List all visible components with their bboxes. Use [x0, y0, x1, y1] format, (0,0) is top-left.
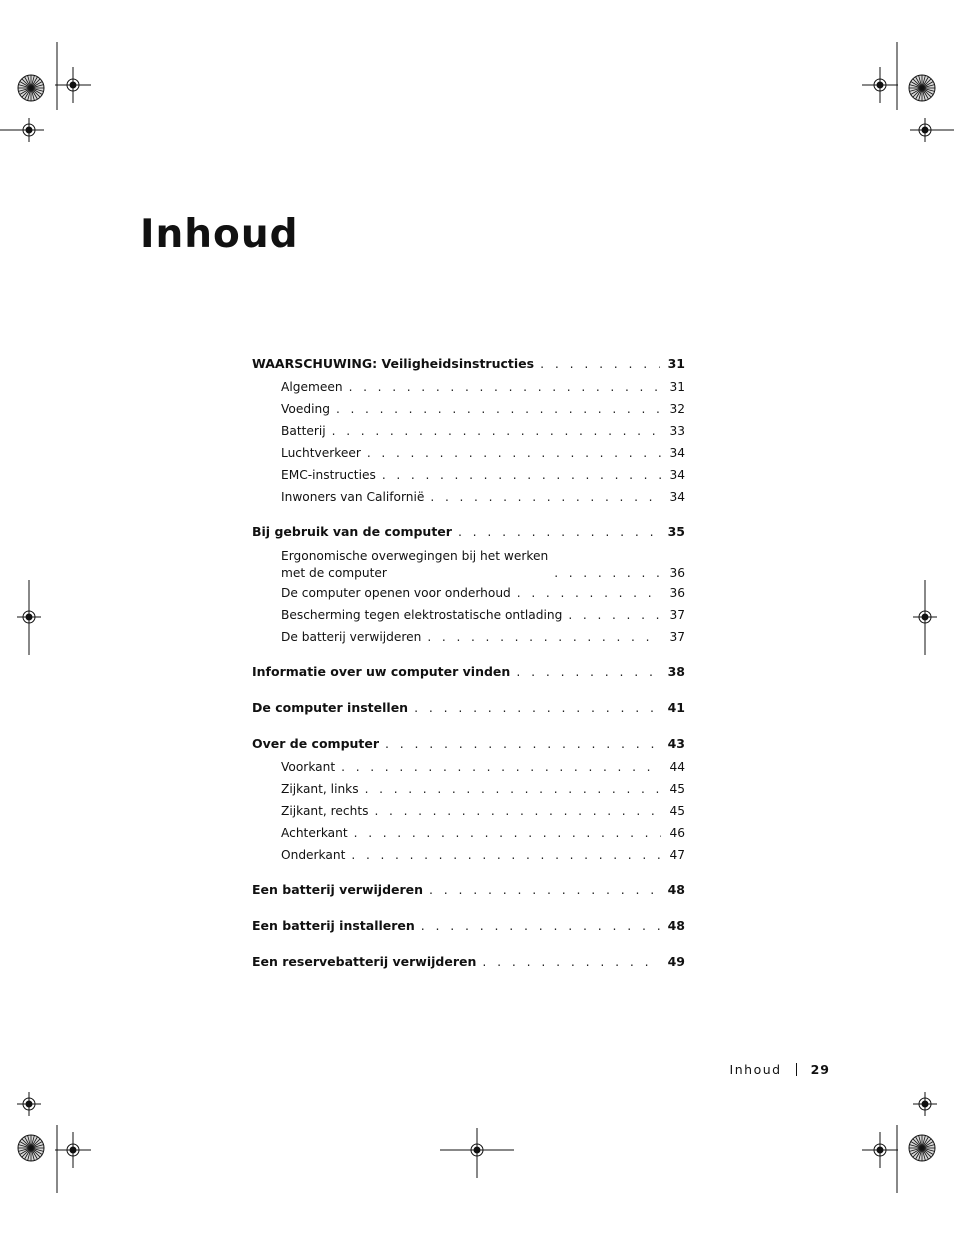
dot-leader	[482, 950, 659, 974]
toc-subentry-label: Zijkant, rechts	[281, 804, 369, 818]
toc-subentry[interactable]	[252, 486, 685, 508]
toc-subentry-page: 32	[669, 402, 685, 416]
dot-leader	[367, 442, 661, 464]
toc-entry-label: Een reservebatterij verwijderen	[252, 954, 477, 969]
registration-mark-dot	[877, 1147, 883, 1153]
toc-entry-page: 43	[667, 736, 685, 751]
toc-subentry[interactable]	[252, 844, 685, 866]
toc-subentry-label: Algemeen	[281, 380, 343, 394]
toc-subentry-label: Voeding	[281, 402, 330, 416]
toc-entry[interactable]	[252, 696, 685, 720]
toc-subentry-page: 37	[669, 608, 685, 622]
toc-entry-label: Een batterij installeren	[252, 918, 415, 933]
toc-entry[interactable]	[252, 914, 685, 938]
footer-divider	[796, 1063, 797, 1076]
toc-subentry[interactable]	[252, 604, 685, 626]
toc-subentry-label: Inwoners van Californië	[281, 490, 425, 504]
toc-subentry-page: 46	[669, 826, 685, 840]
dot-leader	[349, 376, 661, 398]
toc-subentry-label	[281, 548, 548, 582]
toc-subentry-page: 36	[669, 566, 685, 580]
registration-mark-dot	[70, 82, 76, 88]
toc-subentry-label-line1: Ergonomische overwegingen bij het werken	[281, 549, 549, 563]
toc-entry-label: Over de computer	[252, 736, 380, 751]
toc-section-reserve-battery	[252, 950, 685, 974]
footer-section-name: Inhoud	[729, 1062, 782, 1077]
toc-subentry-page: 47	[669, 848, 685, 862]
toc-subentry[interactable]	[252, 442, 685, 464]
toc-section-usage	[252, 520, 685, 648]
toc-entry[interactable]	[252, 520, 685, 544]
dot-leader	[382, 464, 661, 486]
toc-section-remove-battery	[252, 878, 685, 902]
toc-subentry-page: 37	[669, 630, 685, 644]
toc-entry-page: 48	[667, 882, 685, 897]
toc-entry-label: Een batterij verwijderen	[252, 882, 424, 897]
registration-mark-dot	[26, 1101, 32, 1107]
dot-leader	[341, 756, 661, 778]
toc-subentry-page: 45	[669, 782, 685, 796]
toc-section-safety	[252, 352, 685, 508]
dot-leader	[365, 778, 661, 800]
toc-section-info	[252, 660, 685, 684]
dot-leader	[421, 914, 660, 938]
toc-subentry-label-line2: met de computer	[281, 566, 387, 580]
dot-leader	[568, 604, 661, 626]
toc-section-install-battery	[252, 914, 685, 938]
toc-subentry-label: Zijkant, links	[281, 782, 359, 796]
toc-subentry-label: Voorkant	[281, 760, 336, 774]
page-title: Inhoud	[140, 212, 299, 257]
dot-leader	[354, 822, 661, 844]
toc-entry-label: WAARSCHUWING: Veiligheidsinstructies	[252, 356, 535, 371]
toc-section-about	[252, 732, 685, 866]
toc-entry-page: 38	[667, 664, 685, 679]
table-of-contents	[252, 352, 685, 986]
toc-subentry-label: Onderkant	[281, 848, 346, 862]
dot-leader	[458, 520, 660, 544]
toc-subentry-page: 44	[669, 760, 685, 774]
toc-subentry-page: 31	[669, 380, 685, 394]
dot-leader	[332, 420, 661, 442]
toc-subentry[interactable]	[252, 822, 685, 844]
registration-mark-dot	[877, 82, 883, 88]
toc-entry[interactable]	[252, 950, 685, 974]
dot-leader	[430, 486, 661, 508]
toc-entry-page: 41	[667, 700, 685, 715]
toc-subentry[interactable]	[252, 756, 685, 778]
toc-entry[interactable]	[252, 732, 685, 756]
dot-leader	[516, 660, 659, 684]
toc-subentry-label: Luchtverkeer	[281, 446, 361, 460]
toc-entry-page: 48	[667, 918, 685, 933]
toc-entry-label: De computer instellen	[252, 700, 409, 715]
toc-subentry[interactable]	[252, 398, 685, 420]
toc-entry[interactable]	[252, 352, 685, 376]
dot-leader	[385, 732, 660, 756]
dot-leader	[336, 398, 661, 420]
dot-leader	[540, 352, 660, 376]
dot-leader	[554, 565, 661, 582]
toc-subentry[interactable]	[252, 582, 685, 604]
toc-subentry-page: 36	[669, 586, 685, 600]
toc-subentry-page: 34	[669, 490, 685, 504]
toc-subentry-page: 34	[669, 468, 685, 482]
toc-entry-label: Bij gebruik van de computer	[252, 524, 452, 539]
toc-subentry-label: Achterkant	[281, 826, 348, 840]
toc-entry[interactable]	[252, 660, 685, 684]
dot-leader	[427, 626, 661, 648]
toc-subentry[interactable]	[252, 626, 685, 648]
page-footer	[730, 1062, 830, 1077]
toc-subentry-page: 33	[669, 424, 685, 438]
toc-subentry[interactable]	[252, 464, 685, 486]
toc-entry-page: 49	[667, 954, 685, 969]
toc-subentry[interactable]	[252, 800, 685, 822]
toc-subentry-label: De computer openen voor onderhoud	[281, 586, 511, 600]
toc-subentry[interactable]	[252, 376, 685, 398]
dot-leader	[374, 800, 661, 822]
toc-subentry[interactable]	[252, 544, 685, 582]
toc-entry-page: 31	[667, 356, 685, 371]
toc-entry-label: Informatie over uw computer vinden	[252, 664, 511, 679]
toc-subentry[interactable]	[252, 778, 685, 800]
toc-subentry-page: 45	[669, 804, 685, 818]
dot-leader	[429, 878, 660, 902]
dot-leader	[414, 696, 660, 720]
registration-mark-dot	[922, 1101, 928, 1107]
toc-subentry-page: 34	[669, 446, 685, 460]
toc-subentry[interactable]	[252, 420, 685, 442]
toc-subentry-label: De batterij verwijderen	[281, 630, 422, 644]
dot-leader	[517, 582, 661, 604]
dot-leader	[351, 844, 661, 866]
toc-subentry-label: Batterij	[281, 424, 326, 438]
toc-entry[interactable]	[252, 878, 685, 902]
toc-section-setup	[252, 696, 685, 720]
toc-subentry-label: EMC-instructies	[281, 468, 376, 482]
registration-mark-dot	[70, 1147, 76, 1153]
page-number: 29	[810, 1062, 830, 1077]
toc-entry-page: 35	[667, 524, 685, 539]
toc-subentry-label: Bescherming tegen elektrostatische ontlading	[281, 608, 563, 622]
